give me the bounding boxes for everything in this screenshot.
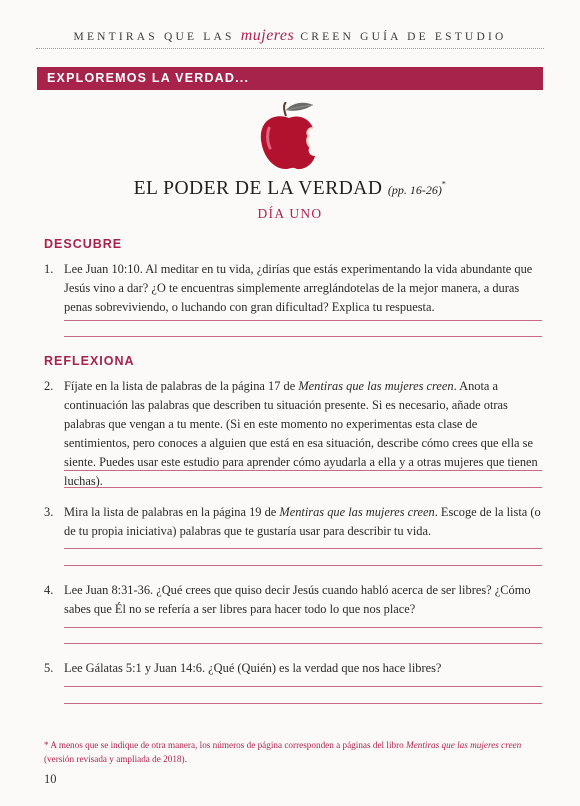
answer-line[interactable] [64,627,542,628]
header-script-word: mujeres [240,27,295,44]
section-heading-descubre: DESCUBRE [44,237,123,251]
red-apple-with-bite-icon [253,102,327,172]
answer-line[interactable] [64,703,542,704]
question-text: Lee Juan 8:31-36. ¿Qué crees que quiso decir Jesús cuando habló acerca de ser libres? ¿Cómo sabes que Él no se refería a ser libres para hacer todo lo que nos place? [64,583,531,616]
answer-line[interactable] [64,686,542,687]
answer-line[interactable] [64,548,542,549]
question-5 [44,659,544,678]
page-number: 10 [44,772,57,786]
footnote-book-title: Mentiras que las mujeres creen [406,740,522,750]
header-divider [36,48,544,49]
answer-line[interactable] [64,565,542,566]
question-text: Fíjate en la lista de palabras de la página 17 de Mentiras que las mujeres creen. Anota a continuación las palabras que describen tu situación presente. Si es necesario, añade otras palabras que vengan a tu mente. (Si en este momento no experimentas esta clase de sentimientos, pero conoces a alguien que está en esa situación, describe cómo crees que ella se siente. Puedes usar este estudio para aprender cómo ayudarla a ella y a otras mujeres que tienen luchas). [64,379,538,488]
answer-line[interactable] [64,487,542,488]
question-text: Lee Gálatas 5:1 y Juan 14:6. ¿Qué (Quién) es la verdad que nos hace libres? [64,661,442,675]
chapter-title [0,178,580,200]
chapter-asterisk: * [441,179,447,189]
answer-line[interactable] [64,320,542,321]
running-header [0,27,580,45]
answer-line[interactable] [64,643,542,644]
question-number: 5. [44,661,54,675]
answer-line[interactable] [64,336,542,337]
chapter-pages: (pp. 16-26) [387,183,442,197]
question-text: Mira la lista de palabras en la página 19 de Mentiras que las mujeres creen. Escoge de la lista (o de tu propia iniciativa) palabras que te gustaría usar para describir tu vida. [64,505,541,538]
question-number: 4. [44,583,54,597]
book-title: Mentiras que las mujeres creen [298,379,454,393]
question-3 [44,503,544,541]
question-4 [44,581,544,619]
question-number: 2. [44,379,54,393]
footnote: * A menos que se indique de otra manera, los números de página corresponden a páginas del libro Mentiras que las mujeres creen (versión revisada y ampliada de 2018). [44,740,522,764]
question-2 [44,377,544,491]
question-1 [44,260,544,317]
question-number: 1. [44,262,54,276]
question-text: Lee Juan 10:10. Al meditar en tu vida, ¿dirías que estás experimentando la vida abundante que Jesús vino a dar? ¿O te encuentras simplemente arreglándotelas de la mejor manera, a duras penas sobreviviendo, o luchando con gran dificultad? Explica tu respuesta. [64,262,533,314]
section-heading-reflexiona: REFLEXIONA [44,354,135,368]
answer-line[interactable] [64,470,542,471]
question-number: 3. [44,505,54,519]
header-part2: CREEN GUÍA DE ESTUDIO [300,31,507,43]
book-title: Mentiras que las mujeres creen [279,505,435,519]
header-part1: MENTIRAS QUE LAS [73,31,235,43]
footnote-mark: * [44,740,49,750]
chapter-title-text: EL PODER DE LA VERDAD [133,178,383,199]
day-label: DÍA UNO [257,206,323,221]
section-banner: EXPLOREMOS LA VERDAD... [37,67,543,90]
